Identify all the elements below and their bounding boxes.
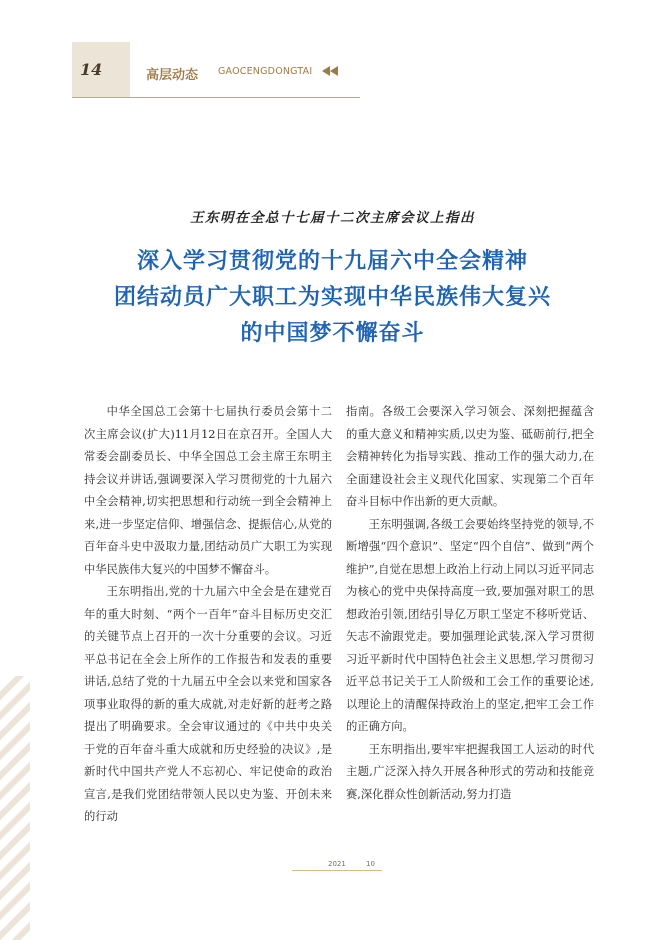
headline-line-3: 的中国梦不懈奋斗 (240, 321, 425, 346)
footer-year: 2021 (328, 860, 346, 868)
page-number: 14 (80, 60, 103, 79)
footer-divider (292, 870, 382, 871)
headline-line-1: 深入学习贯彻党的十九届六中全会精神 (136, 249, 528, 274)
paragraph: 王东明指出,要牢牢把握我国工人运动的时代主题,广泛深入持久开展各种形式的劳动和技能竞赛,深化群众性创新活动,努力打造 (346, 742, 594, 801)
header-divider (72, 97, 360, 98)
body-column-left (84, 401, 332, 829)
section-pinyin: GAOCENGDONGTAI (218, 66, 313, 77)
section-title: 高层动态 (146, 68, 199, 83)
headline-line-2: 团结动员广大职工为实现中华民族伟大复兴 (113, 285, 551, 310)
double-left-arrow-icon (322, 66, 338, 76)
body-column-right (346, 401, 594, 806)
paragraph: 王东明强调,各级工会要始终坚持党的领导,不断增强“四个意识”、坚定“四个自信”、做到“两个维护”,自觉在思想上政治上行动上同以习近平同志为核心的党中央保持高度一致,要加强对职工的思想政治引领,团结引导亿万职工坚定不移听党话、矢志不渝跟党走。要加强理论武装,深入学习贯彻习近平新时代中国特色社会主义思想,学习贯彻习近平总书记关于工人阶级和工会工作的重要论述,以理论上的清醒保持政治上的坚定,把牢工会工作的正确方向。 (346, 517, 594, 733)
footer-issue: 10 (366, 860, 375, 868)
paragraph: 王东明指出,党的十九届六中全会是在建党百年的重大时刻、“两个一百年”奋斗目标历史交汇的关键节点上召开的一次十分重要的会议。习近平总书记在全会上所作的工作报告和发表的重要讲话,总结了党的十九届五中全会以来党和国家各项事业取得的新的重大成就,对走好新的赶考之路提出了明确要求。全会审议通过的《中共中央关于党的百年奋斗重大成就和历史经验的决议》,是新时代中国共产党人不忘初心、牢记使命的政治宣言,是我们党团结带领人民以史为鉴、开创未来的行动 (84, 585, 332, 823)
article-kicker: 王东明在全总十七届十二次主席会议上指出 (190, 210, 475, 226)
paragraph: 中华全国总工会第十七届执行委员会第十二次主席会议(扩大)11月12日在京召开。全国人大常委会副委员长、中华全国总工会主席王东明主持会议并讲话,强调要深入学习贯彻党的十九届六中全会精神,切实把思想和行动统一到全会精神上来,进一步坚定信仰、增强信念、提振信心,从党的百年奋斗史中汲取力量,团结动员广大职工为实现中华民族伟大复兴的中国梦不懈奋斗。 (84, 405, 332, 576)
paragraph-continued: 指南。各级工会要深入学习领会、深刻把握蕴含的重大意义和精神实质,以史为鉴、砥砺前行,把全会精神转化为指导实践、推动工作的强大动力,在全面建设社会主义现代化国家、实现第二个百年奋斗目标中作出新的更大贡献。 (346, 405, 594, 508)
decorative-stripes (0, 676, 30, 940)
